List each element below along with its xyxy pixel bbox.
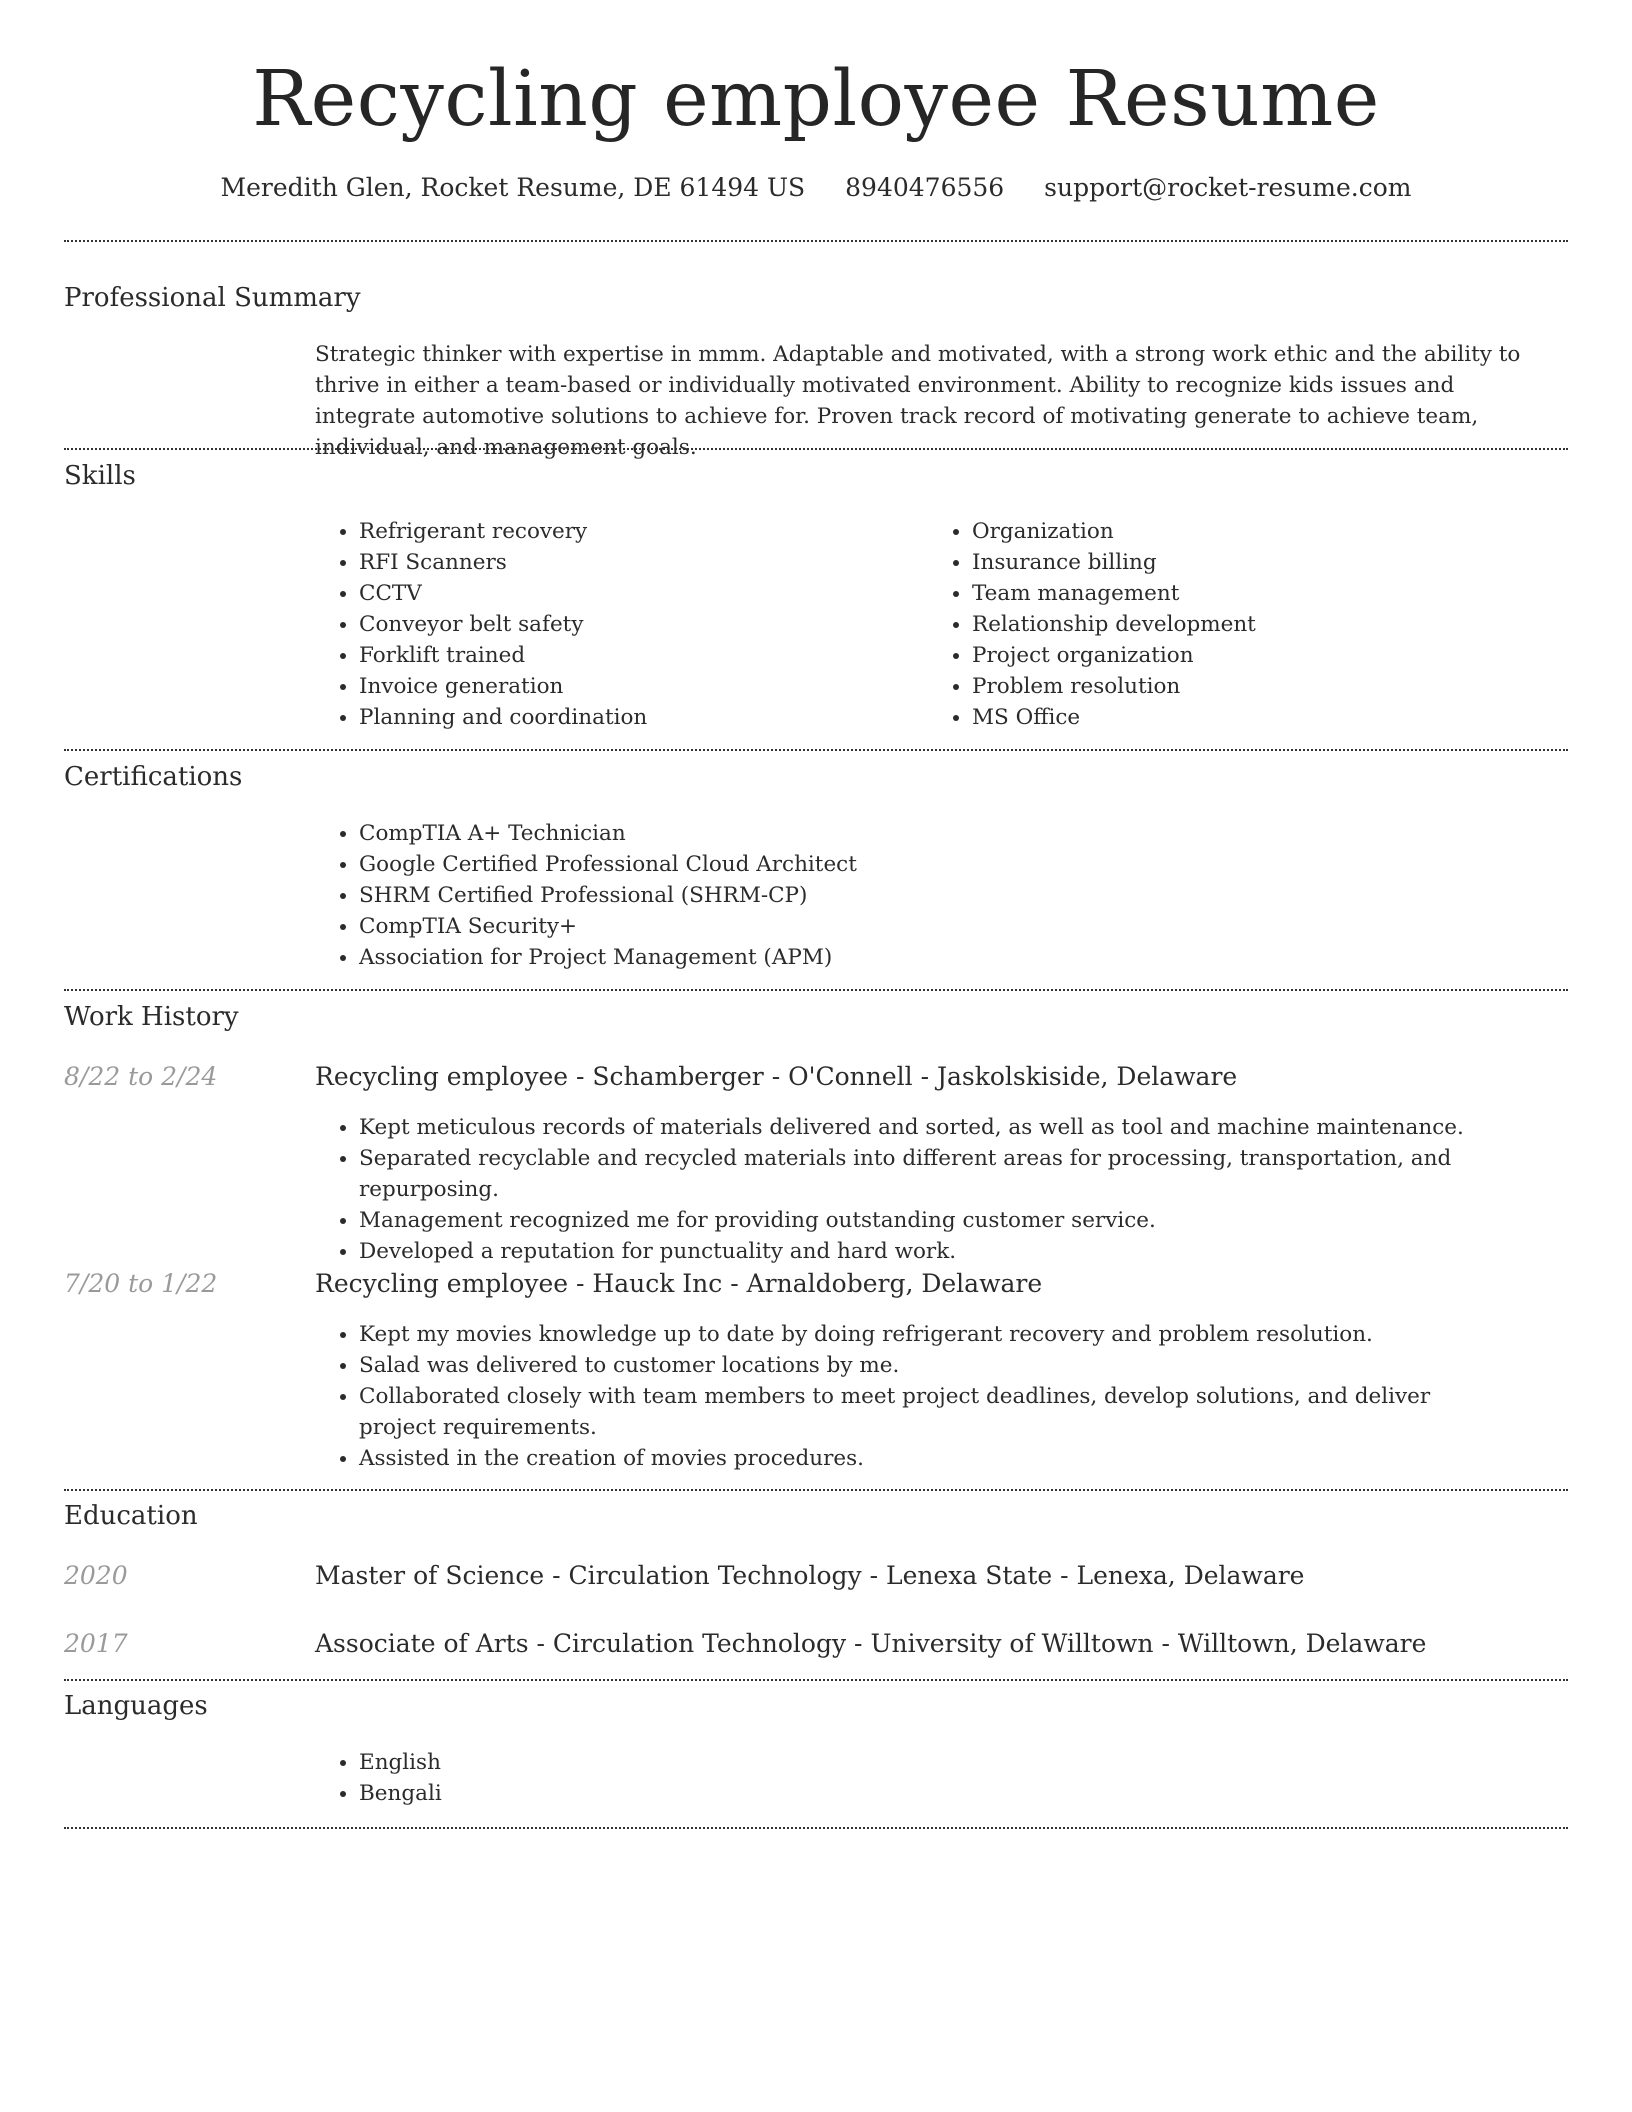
list-item: • Salad was delivered to customer locations by me. <box>359 1350 1499 1381</box>
list-item: • Developed a reputation for punctuality and hard work. <box>359 1236 1589 1267</box>
list-item: • Separated recyclable and recycled materials into different areas for processing, transportation, and repurposing. <box>359 1143 1589 1205</box>
list-item: • Project organization <box>972 640 1572 671</box>
list-item: • Problem resolution <box>972 671 1572 702</box>
contact-address: Meredith Glen, Rocket Resume, DE 61494 US <box>220 173 806 202</box>
list-item: • CCTV <box>359 578 919 609</box>
list-item: • RFI Scanners <box>359 547 919 578</box>
job-title: Recycling employee <box>315 1269 569 1298</box>
list-item: • Association for Project Management (APM) <box>359 942 1559 973</box>
section-divider <box>64 989 1568 991</box>
skills-list-left <box>315 516 919 733</box>
education-year: 2020 <box>64 1561 128 1590</box>
list-item: • CompTIA Security+ <box>359 911 1559 942</box>
contact-phone: 8940476556 <box>845 173 1005 202</box>
list-item: • Invoice generation <box>359 671 919 702</box>
job-bullets <box>315 1112 1589 1267</box>
list-item: • Google Certified Professional Cloud Architect <box>359 849 1559 880</box>
list-item: • Planning and coordination <box>359 702 919 733</box>
certifications-list <box>315 818 1559 973</box>
job-employer: Schamberger - O'Connell - Jaskolskiside, Delaware <box>592 1062 1238 1091</box>
list-item: • Relationship development <box>972 609 1572 640</box>
list-item: • Management recognized me for providing outstanding customer service. <box>359 1205 1589 1236</box>
languages-heading: Languages <box>64 1691 208 1721</box>
job-title: Recycling employee <box>315 1062 569 1091</box>
list-item: • English <box>359 1747 959 1778</box>
section-divider <box>64 1679 1568 1681</box>
list-item: • Insurance billing <box>972 547 1572 578</box>
job-dates: 8/22 to 2/24 <box>64 1062 218 1091</box>
skills-list-right <box>928 516 1572 733</box>
list-item: • MS Office <box>972 702 1572 733</box>
job-dates: 7/20 to 1/22 <box>64 1269 218 1298</box>
education-degree: Master of Science - Circulation Technology <box>315 1561 862 1590</box>
summary-heading: Professional Summary <box>64 283 361 313</box>
list-item: • SHRM Certified Professional (SHRM-CP) <box>359 880 1559 911</box>
education-school: University of Willtown - Willtown, Delaware <box>870 1629 1427 1658</box>
list-item: • Bengali <box>359 1778 959 1809</box>
education-heading: Education <box>64 1501 198 1531</box>
list-item: • Assisted in the creation of movies procedures. <box>359 1443 1499 1474</box>
education-year: 2017 <box>64 1629 128 1658</box>
summary-text: Strategic thinker with expertise in mmm. Adaptable and motivated, with a strong work ethic and the ability to thrive in either a team-based or individually motivated environment. Ability to recognize kids issues and integrate automotive solutions to achieve for. Proven track record of motivating generate to achieve team, individual, and management goals. <box>315 342 1521 460</box>
job-bullets <box>315 1319 1499 1474</box>
skills-heading: Skills <box>64 461 136 491</box>
contact-email: support@rocket-resume.com <box>1044 173 1412 202</box>
education-school: Lenexa State - Lenexa, Delaware <box>886 1561 1305 1590</box>
resume-header <box>0 52 1632 148</box>
list-item: • Forklift trained <box>359 640 919 671</box>
job-employer: Hauck Inc - Arnaldoberg, Delaware <box>592 1269 1043 1298</box>
list-item: • Team management <box>972 578 1572 609</box>
list-item: • Kept my movies knowledge up to date by doing refrigerant recovery and problem resolution. <box>359 1319 1499 1350</box>
section-divider <box>64 448 1568 450</box>
languages-list <box>315 1747 959 1809</box>
work-history-heading: Work History <box>64 1002 239 1032</box>
list-item: • CompTIA A+ Technician <box>359 818 1559 849</box>
certifications-heading: Certifications <box>64 762 243 792</box>
education-degree: Associate of Arts - Circulation Technology <box>315 1629 847 1658</box>
job-heading: Recycling employee - Hauck Inc - Arnaldoberg, Delaware <box>315 1269 1043 1298</box>
section-divider <box>64 240 1568 242</box>
list-item: • Kept meticulous records of materials delivered and sorted, as well as tool and machine maintenance. <box>359 1112 1589 1143</box>
list-item: • Organization <box>972 516 1572 547</box>
list-item: • Collaborated closely with team members to meet project deadlines, develop solutions, and deliver project requirements. <box>359 1381 1499 1443</box>
list-item: • Conveyor belt safety <box>359 609 919 640</box>
education-entry: Associate of Arts - Circulation Technology - University of Willtown - Willtown, Delaware <box>315 1629 1427 1658</box>
job-heading: Recycling employee - Schamberger - O'Connell - Jaskolskiside, Delaware <box>315 1062 1238 1091</box>
education-entry: Master of Science - Circulation Technology - Lenexa State - Lenexa, Delaware <box>315 1561 1305 1590</box>
section-divider <box>64 1489 1568 1491</box>
contact-line <box>0 172 1632 204</box>
list-item: • Refrigerant recovery <box>359 516 919 547</box>
section-divider <box>64 749 1568 751</box>
section-divider <box>64 1827 1568 1829</box>
page-title: Recycling employee Resume <box>252 55 1380 144</box>
